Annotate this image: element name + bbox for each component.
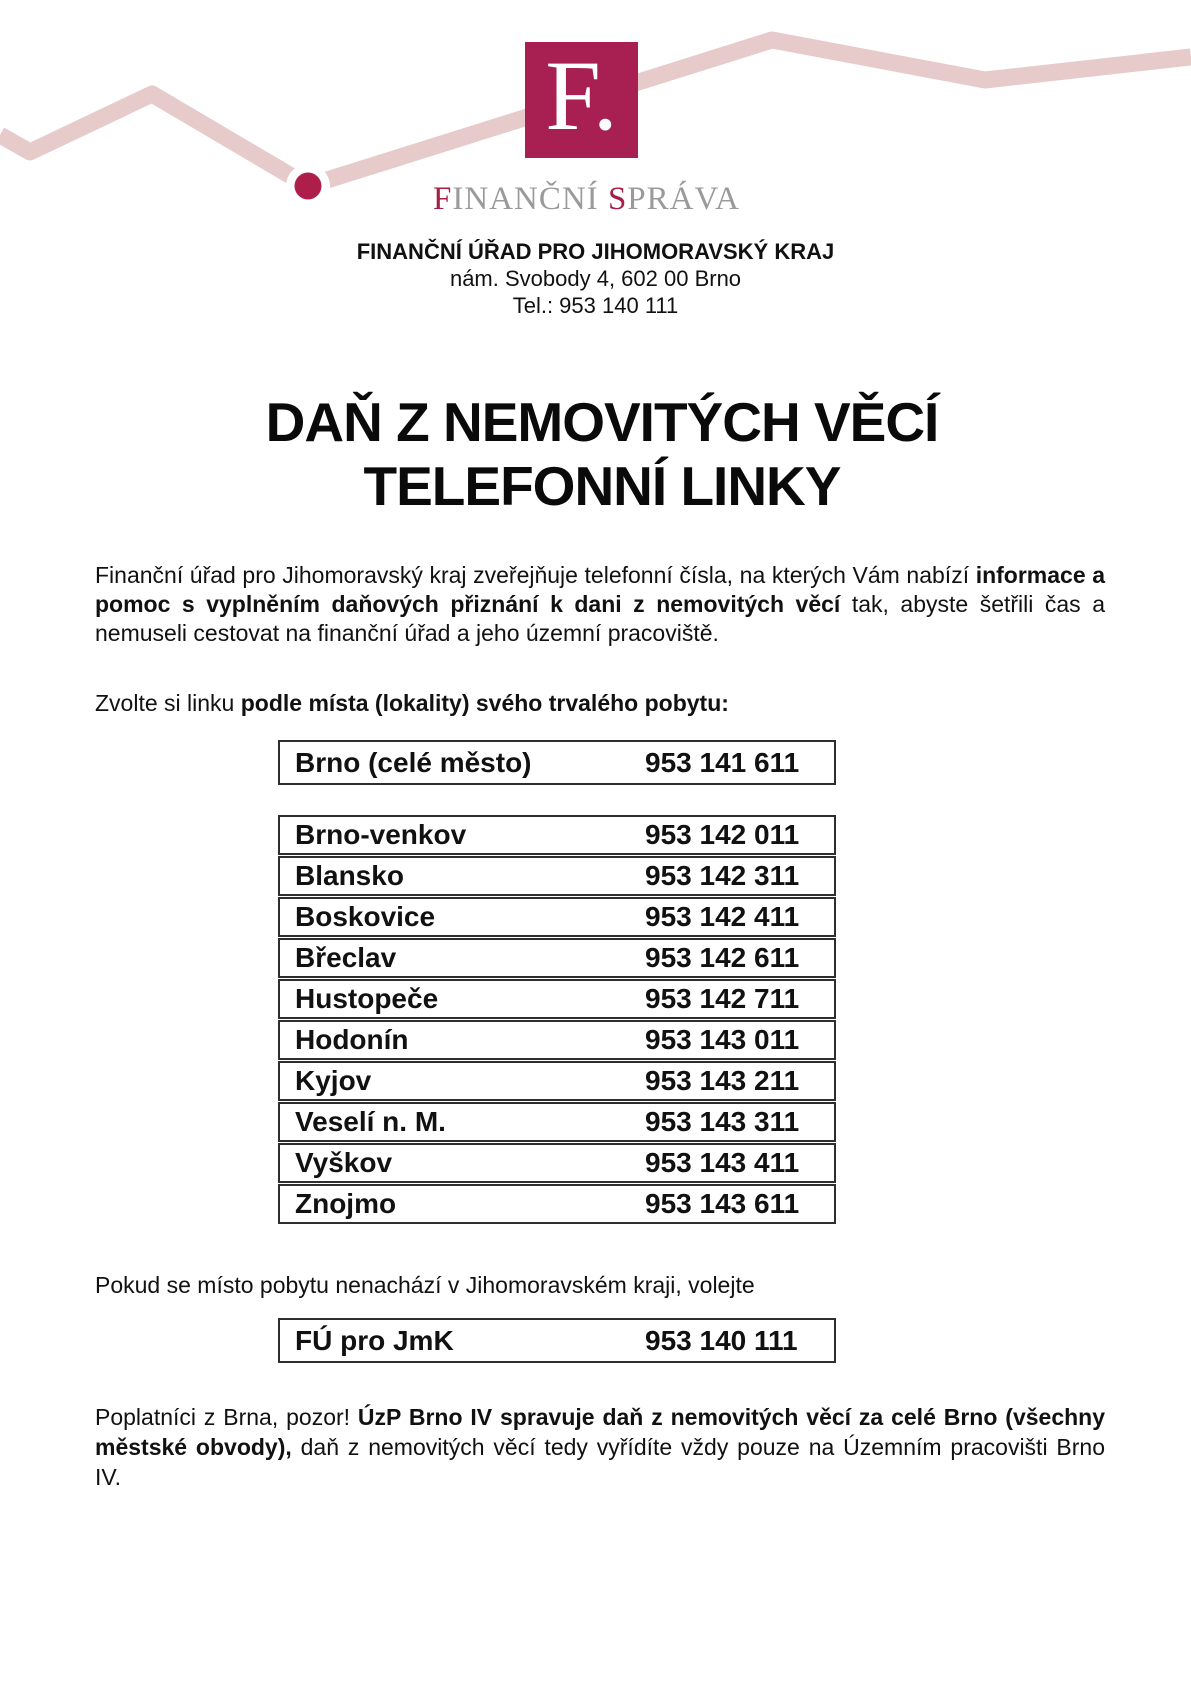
fallback-table [278,1318,836,1364]
cell-phone: 953 141 611 [645,746,800,778]
page-title [0,390,1191,518]
cell-city: Hustopeče [295,983,439,1014]
cell-phone: 953 143 611 [645,1188,800,1219]
table-row [278,1020,836,1060]
cell-phone: 953 142 311 [645,860,800,891]
ribbon-dot [295,173,322,200]
intro-text-bold: informace a pomoc s vyplněním daňových přiznání k dani z nemovitých věcí [95,562,1105,617]
table-row [278,1061,836,1101]
table-row [278,856,836,896]
table-row [278,979,836,1019]
cell-city: Hodonín [295,1024,409,1055]
cell-city: Kyjov [295,1065,372,1096]
office-address: nám. Svobody 4, 602 00 Brno [449,266,742,291]
district-table [278,815,836,1225]
cell-city: Brno-venkov [295,819,467,850]
cell-phone: 953 140 111 [645,1324,798,1356]
wordmark-sprava-rest: PRÁVA [627,181,740,217]
cell-phone: 953 143 411 [645,1147,800,1178]
table-row [278,1184,836,1224]
table-row [278,815,836,855]
intro-paragraph [95,561,1105,648]
page-title-line2: TELEFONNÍ LINKY [363,455,841,517]
wordmark-finance-initial: F [433,181,453,217]
logo-wordmark [433,181,740,218]
cell-phone: 953 143 211 [645,1065,800,1096]
office-phone: Tel.: 953 140 111 [512,293,679,318]
warning-text-2: daň z nemovitých věcí tedy vyřídíte vždy pouze na Územním pracovišti Brno IV. [95,1434,1105,1490]
wordmark-finance-rest: INANČNÍ [452,181,599,217]
cell-phone: 953 142 411 [645,901,800,932]
table-row [278,1143,836,1183]
table-row [278,1102,836,1142]
warning-text-1: Poplatníci z Brna, pozor! [95,1404,358,1430]
table-row [278,1318,836,1363]
cell-phone: 953 142 011 [645,819,800,850]
cell-phone: 953 143 311 [645,1106,800,1137]
cell-city: FÚ pro JmK [295,1324,454,1356]
choose-line-instruction [95,690,729,717]
page-title-line1: DAŇ Z NEMOVITÝCH VĚCÍ [265,391,939,453]
wordmark-sprava-initial: S [607,181,628,217]
warning-text-bold: ÚzP Brno IV spravuje daň z nemovitých věcí za celé Brno (všechny městské obvody), [95,1404,1105,1460]
cell-city: Boskovice [295,901,436,932]
intro-text-1: Finanční úřad pro Jihomoravský kraj zveřejňuje telefonní čísla, na kterých Vám nabízí [95,562,976,588]
table-row [278,740,836,785]
cell-phone: 953 142 711 [645,983,800,1014]
f-monogram: F. [545,40,618,151]
table-row [278,938,836,978]
choose-text-bold: podle místa (lokality) svého trvalého pobytu: [240,690,729,716]
cell-city: Blansko [295,860,404,891]
cell-city: Břeclav [295,942,397,973]
table-row [278,897,836,937]
choose-text: Zvolte si linku [95,690,241,716]
cell-phone: 953 143 011 [645,1024,800,1055]
outside-region-note: Pokud se místo pobytu nenachází v Jihomoravském kraji, volejte [95,1272,755,1298]
cell-city: Veselí n. M. [295,1106,446,1137]
cell-city: Znojmo [295,1188,397,1219]
office-header [0,238,1191,319]
intro-text-2: tak, abyste šetřili čas a nemuseli cestovat na finanční úřad a jeho územní pracoviště. [95,591,1105,646]
office-name: FINANČNÍ ÚŘAD PRO JIHOMORAVSKÝ KRAJ [356,239,835,264]
warning-paragraph [95,1402,1105,1492]
brno-table [278,740,836,786]
cell-city: Vyškov [295,1147,393,1178]
cell-phone: 953 142 611 [645,942,800,973]
logo-monogram-box [525,42,638,158]
cell-city: Brno (celé město) [295,746,532,778]
